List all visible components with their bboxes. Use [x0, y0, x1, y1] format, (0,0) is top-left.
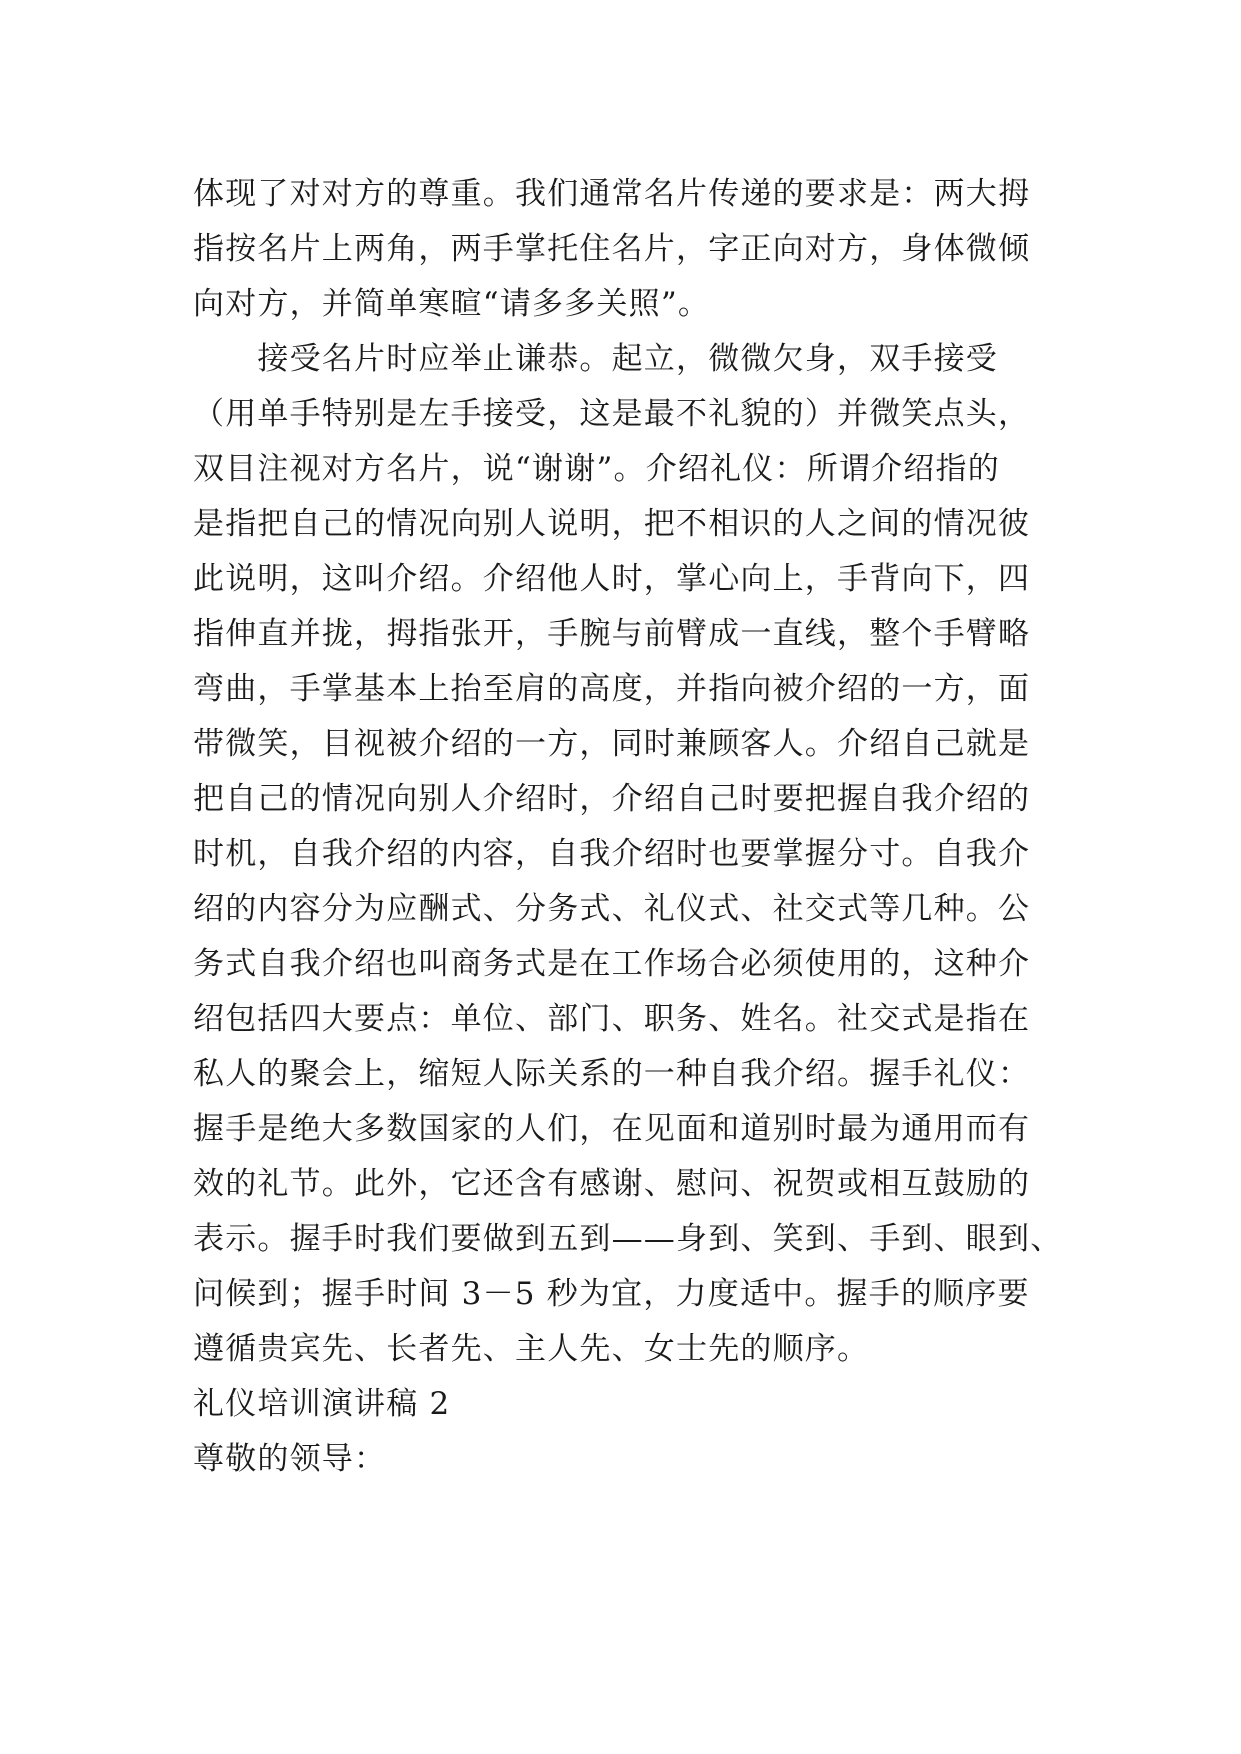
text-line: 指伸直并拢，拇指张开，手腕与前臂成一直线，整个手臂略 [193, 616, 1031, 652]
document-body [193, 167, 1063, 1487]
paragraph-start-line: 接受名片时应举止谦恭。起立，微微欠身，双手接受 [193, 341, 998, 377]
text-line: 绍包括四大要点：单位、部门、职务、姓名。社交式是指在 [193, 1001, 1031, 1037]
text-line: 握手是绝大多数国家的人们，在见面和道别时最为通用而有 [193, 1111, 1031, 1147]
text-line: 向对方，并简单寒暄“请多多关照”。 [193, 286, 711, 322]
text-line: 问候到；握手时间 3－5 秒为宜，力度适中。握手的顺序要 [193, 1276, 1030, 1312]
text-line: 时机，自我介绍的内容，自我介绍时也要掌握分寸。自我介 [193, 836, 1031, 872]
text-line: 效的礼节。此外，它还含有感谢、慰问、祝贺或相互鼓励的 [193, 1166, 1031, 1202]
text-line: 务式自我介绍也叫商务式是在工作场合必须使用的，这种介 [193, 946, 1031, 982]
text-line: 双目注视对方名片，说“谢谢”。介绍礼仪：所谓介绍指的 [193, 451, 1000, 487]
text-line: 是指把自己的情况向别人说明，把不相识的人之间的情况彼 [193, 506, 1031, 542]
text-line: （用单手特别是左手接受，这是最不礼貌的）并微笑点头， [193, 396, 1031, 432]
text-line: 绍的内容分为应酬式、分务式、礼仪式、社交式等几种。公 [193, 891, 1031, 927]
text-line: 私人的聚会上，缩短人际关系的一种自我介绍。握手礼仪： [193, 1056, 1031, 1092]
salutation: 尊敬的领导： [193, 1441, 387, 1477]
text-line: 把自己的情况向别人介绍时，介绍自己时要把握自我介绍的 [193, 781, 1031, 817]
text-line: 指按名片上两角，两手掌托住名片，字正向对方，身体微倾 [193, 231, 1031, 267]
section-heading: 礼仪培训演讲稿 2 [193, 1386, 451, 1422]
text-line: 体现了对对方的尊重。我们通常名片传递的要求是：两大拇 [193, 176, 1031, 212]
text-line: 此说明，这叫介绍。介绍他人时，掌心向上，手背向下，四 [193, 561, 1031, 597]
text-line: 遵循贵宾先、长者先、主人先、女士先的顺序。 [193, 1331, 870, 1367]
text-line: 弯曲，手掌基本上抬至肩的高度，并指向被介绍的一方，面 [193, 671, 1031, 707]
text-line: 带微笑，目视被介绍的一方，同时兼顾客人。介绍自己就是 [193, 726, 1031, 762]
text-line: 表示。握手时我们要做到五到——身到、笑到、手到、眼到、 [193, 1221, 1063, 1257]
